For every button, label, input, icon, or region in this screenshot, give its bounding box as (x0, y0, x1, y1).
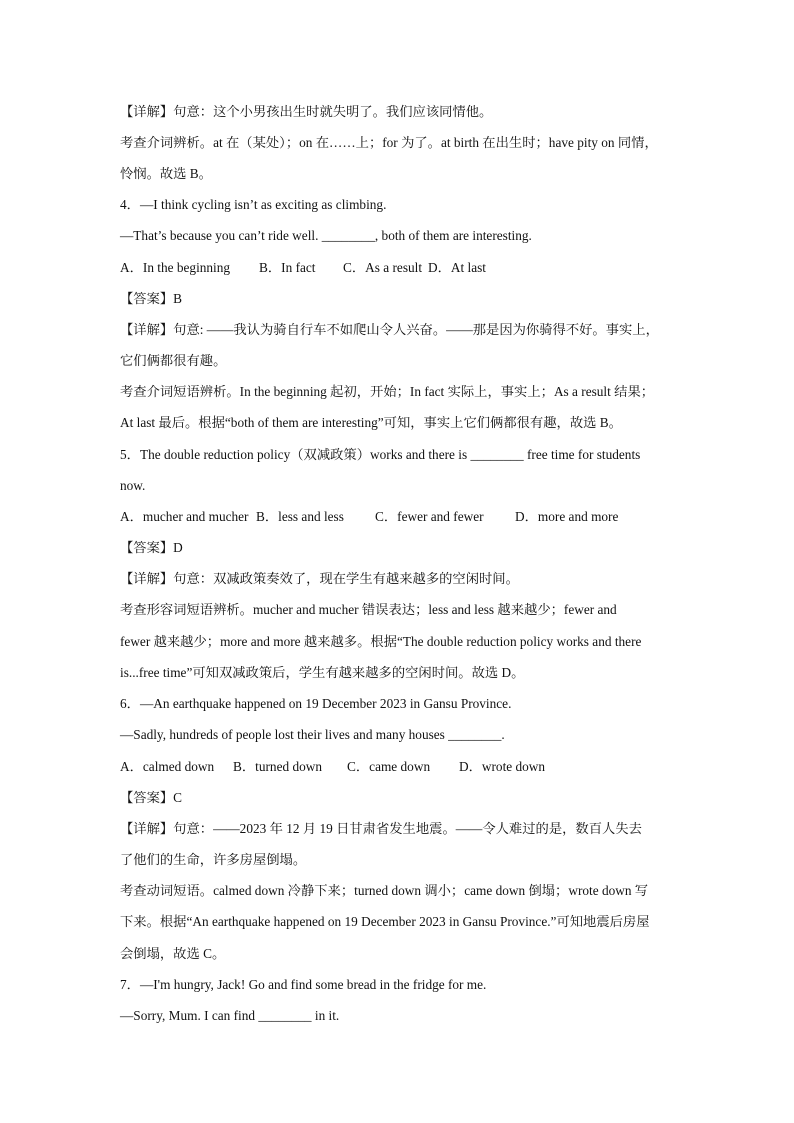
q4-options (120, 258, 680, 278)
q6-answer: 【答案】C (120, 790, 183, 805)
q5-option-a: A．mucher and mucher (120, 509, 249, 524)
q5-detail-line-4: is...free time”可知双减政策后，学生有越来越多的空闲时间。故选 D。 (120, 665, 525, 680)
q6-option-c: C．came down (347, 759, 431, 774)
q5-stem-line-2: now. (120, 478, 146, 493)
q4-option-b: B．In fact (259, 260, 316, 275)
q6-detail-line-2: 了他们的生命，许多房屋倒塌。 (120, 852, 307, 867)
q5-answer: 【答案】D (120, 540, 183, 555)
q7-stem-line-2: —Sorry, Mum. I can find ________ in it. (120, 1008, 340, 1023)
q5-detail-line-3: fewer 越来越少；more and more 越来越多。根据“The double reduction policy works and there (120, 634, 642, 649)
q4-option-a: A．In the beginning (120, 260, 231, 275)
q4-detail-line-4: At last 最后。根据“both of them are interesting”可知，事实上它们俩都很有趣，故选 B。 (120, 415, 622, 430)
q5-option-d: D．more and more (515, 509, 619, 524)
q6-detail-line-1: 【详解】句意：——2023 年 12 月 19 日甘肃省发生地震。——令人难过的是，数百人失去 (120, 821, 642, 836)
q5-detail-line-2: 考查形容词短语辨析。mucher and mucher 错误表达；less and less 越来越少；fewer and (120, 602, 617, 617)
q4-stem-line-2: —That’s because you can’t ride well. ________, both of them are interesting. (120, 228, 532, 243)
q3-detail-line-1: 【详解】句意：这个小男孩出生时就失明了。我们应该同情他。 (120, 104, 493, 119)
q6-detail-line-4: 下来。根据“An earthquake happened on 19 December 2023 in Gansu Province.”可知地震后房屋 (120, 914, 650, 929)
q6-option-d: D．wrote down (459, 759, 546, 774)
q6-stem-line-2: —Sadly, hundreds of people lost their lives and many houses ________. (120, 727, 505, 742)
q6-options (120, 757, 680, 777)
q4-answer: 【答案】B (120, 291, 183, 306)
q3-detail-line-2: 考查介词辨析。at 在（某处）；on 在……上；for 为了。at birth 在出生时；have pity on 同情， (120, 135, 658, 150)
q5-stem-line-1: 5．The double reduction policy（双减政策）works and there is ________ free time for students (120, 447, 641, 462)
q4-option-c: C．As a result (343, 260, 423, 275)
q6-option-a: A．calmed down (120, 759, 215, 774)
q5-options (120, 507, 680, 527)
q4-detail-line-3: 考查介词短语辨析。In the beginning 起初，开始；In fact 实际上，事实上；As a result 结果； (120, 384, 655, 399)
q7-stem-line-1: 7．—I'm hungry, Jack! Go and find some bread in the fridge for me. (120, 977, 487, 992)
q6-option-b: B．turned down (233, 759, 323, 774)
q5-option-b: B．less and less (256, 509, 344, 524)
q4-detail-line-2: 它们俩都很有趣。 (120, 353, 227, 368)
q4-option-d: D．At last (428, 260, 486, 275)
q5-option-c: C．fewer and fewer (375, 509, 484, 524)
q3-detail-line-3: 怜悯。故选 B。 (120, 166, 212, 181)
q6-detail-line-3: 考查动词短语。calmed down 冷静下来；turned down 调小；came down 倒塌；wrote down 写 (120, 883, 649, 898)
q6-detail-line-5: 会倒塌，故选 C。 (120, 946, 226, 961)
q4-detail-line-1: 【详解】句意: ——我认为骑自行车不如爬山令人兴奋。——那是因为你骑得不好。事实上， (120, 322, 659, 337)
q6-stem-line-1: 6．—An earthquake happened on 19 December 2023 in Gansu Province. (120, 696, 512, 711)
q5-detail-line-1: 【详解】句意：双减政策奏效了，现在学生有越来越多的空闲时间。 (120, 571, 519, 586)
q4-stem-line-1: 4．—I think cycling isn’t as exciting as climbing. (120, 197, 387, 212)
